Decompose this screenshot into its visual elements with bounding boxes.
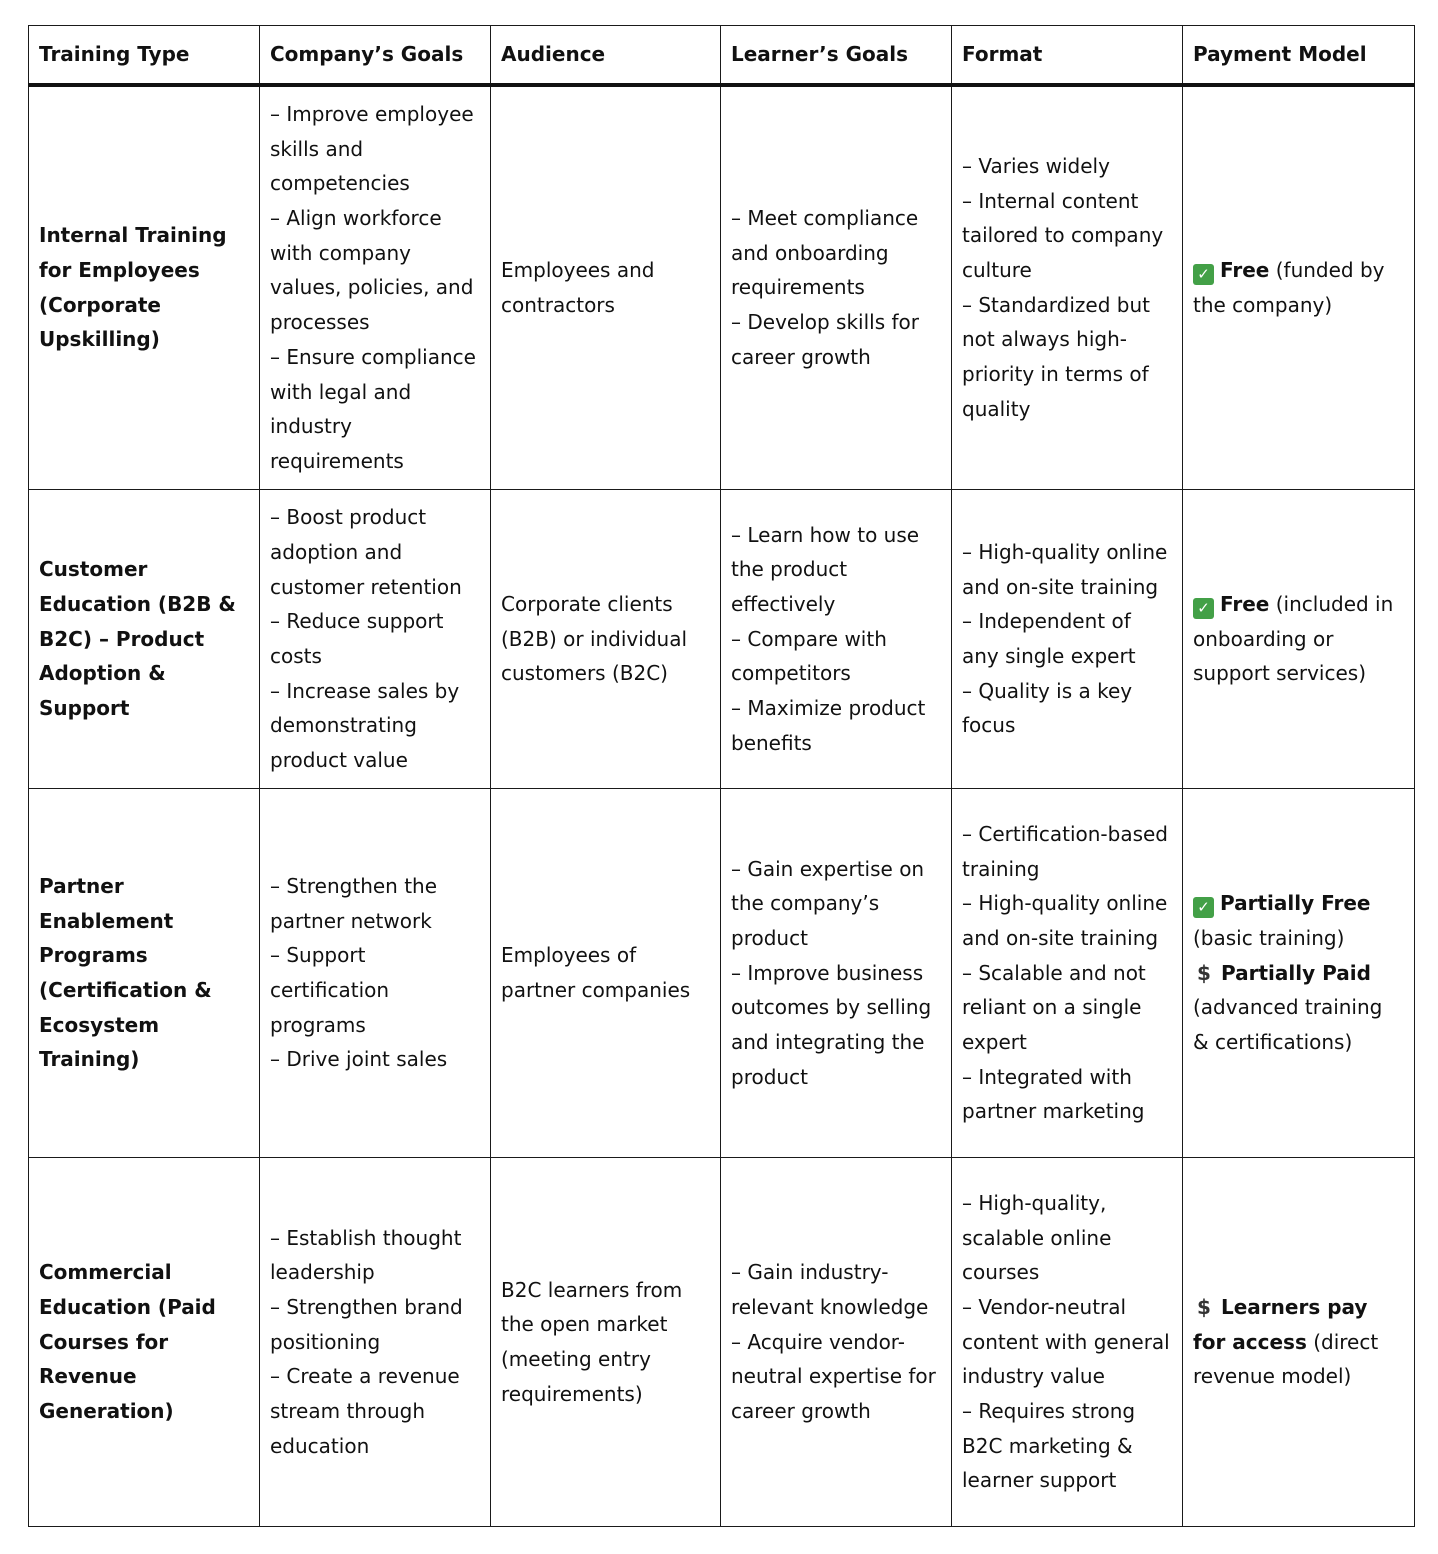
payment-label: Partially Paid bbox=[1221, 960, 1371, 985]
payment-model-cell bbox=[1183, 85, 1415, 490]
company-goals-cell bbox=[260, 789, 491, 1158]
list-item: – Gain expertise on the company’s product bbox=[731, 856, 925, 950]
payment-entry bbox=[1193, 1290, 1404, 1394]
list-item: – Integrated with partner marketing bbox=[962, 1064, 1145, 1124]
learner-goals-cell bbox=[721, 789, 952, 1158]
training-type-cell: Customer Education (B2B & B2C) – Product Adoption & Support bbox=[29, 490, 260, 789]
header-row bbox=[29, 26, 1415, 85]
list-item: – Create a revenue stream through education bbox=[270, 1364, 460, 1458]
payment-note: (funded by the company) bbox=[1193, 258, 1385, 317]
list-item: – Compare with competitors bbox=[731, 626, 887, 686]
payment-entry bbox=[1193, 886, 1404, 955]
list-item: – Ensure compliance with legal and industry requirements bbox=[270, 344, 476, 473]
payment-label: Partially Free bbox=[1220, 891, 1371, 916]
list-item: – Varies widely bbox=[962, 153, 1110, 178]
payment-note: (basic training) bbox=[1193, 925, 1345, 950]
audience-cell: Employees and contractors bbox=[491, 85, 721, 490]
list-item: – Gain industry-relevant knowledge bbox=[731, 1260, 929, 1319]
payment-entry bbox=[1193, 253, 1404, 322]
table-row bbox=[29, 789, 1415, 1158]
list-item: – Align workforce with company values, policies, and processes bbox=[270, 205, 474, 335]
training-types-table bbox=[28, 25, 1415, 1527]
dollar-icon: $ bbox=[1197, 1294, 1211, 1319]
list-item: – Strengthen the partner network bbox=[270, 873, 438, 933]
payment-model-cell bbox=[1183, 1158, 1415, 1527]
format-cell bbox=[952, 789, 1183, 1158]
company-goals-cell bbox=[260, 490, 491, 789]
payment-note: (advanced training & certifications) bbox=[1193, 995, 1383, 1055]
learner-goals-cell bbox=[721, 85, 952, 490]
payment-note: (included in onboarding or support services) bbox=[1193, 591, 1394, 686]
payment-label: Free bbox=[1220, 258, 1270, 283]
table-row bbox=[29, 490, 1415, 789]
list-item: – Strengthen brand positioning bbox=[270, 1294, 463, 1354]
dollar-icon: $ bbox=[1197, 960, 1211, 985]
table-container bbox=[28, 25, 1414, 1527]
check-icon: ✓ bbox=[1193, 897, 1214, 918]
audience-cell: B2C learners from the open market (meeting entry requirements) bbox=[491, 1158, 721, 1527]
learner-goals-cell bbox=[721, 490, 952, 789]
list-item: – Increase sales by demonstrating product value bbox=[270, 678, 460, 773]
list-item: – Learn how to use the product effectively bbox=[731, 522, 920, 616]
payment-model-cell bbox=[1183, 789, 1415, 1158]
check-icon: ✓ bbox=[1193, 598, 1214, 619]
list-item: – Scalable and not reliant on a single expert bbox=[962, 960, 1146, 1055]
audience-cell: Corporate clients (B2B) or individual customers (B2C) bbox=[491, 490, 721, 789]
list-item: – Meet compliance and onboarding requirements bbox=[731, 205, 919, 300]
header-training-type: Training Type bbox=[29, 26, 260, 85]
payment-label: Learners pay for access bbox=[1193, 1294, 1368, 1354]
list-item: – Independent of any single expert bbox=[962, 609, 1136, 668]
list-item: – High-quality online and on-site training bbox=[962, 539, 1168, 599]
training-type-cell: Commercial Education (Paid Courses for Revenue Generation) bbox=[29, 1158, 260, 1527]
audience-cell: Employees of partner companies bbox=[491, 789, 721, 1158]
header-format: Format bbox=[952, 26, 1183, 85]
list-item: – Acquire vendor-neutral expertise for career growth bbox=[731, 1329, 936, 1424]
payment-model-cell bbox=[1183, 490, 1415, 789]
table-row bbox=[29, 1158, 1415, 1527]
list-item: – High-quality, scalable online courses bbox=[962, 1190, 1112, 1285]
list-item: – Develop skills for career growth bbox=[731, 310, 919, 369]
header-payment-model: Payment Model bbox=[1183, 26, 1415, 85]
list-item: – Support certification programs bbox=[270, 943, 390, 1037]
list-item: – Requires strong B2C marketing & learner support bbox=[962, 1399, 1136, 1493]
payment-entry bbox=[1193, 587, 1404, 691]
list-item: – Quality is a key focus bbox=[962, 678, 1133, 738]
list-item: – Certification-based training bbox=[962, 821, 1168, 881]
company-goals-cell bbox=[260, 85, 491, 490]
list-item: – Standardized but not always high-priority in terms of quality bbox=[962, 292, 1150, 421]
list-item: – Boost product adoption and customer retention bbox=[270, 505, 462, 599]
payment-entry bbox=[1193, 956, 1404, 1060]
list-item: – Maximize product benefits bbox=[731, 696, 926, 755]
company-goals-cell bbox=[260, 1158, 491, 1527]
format-cell bbox=[952, 490, 1183, 789]
header-audience: Audience bbox=[491, 26, 721, 85]
list-item: – Vendor-neutral content with general industry value bbox=[962, 1294, 1170, 1389]
list-item: – Internal content tailored to company culture bbox=[962, 188, 1164, 283]
format-cell bbox=[952, 1158, 1183, 1527]
payment-label: Free bbox=[1220, 591, 1270, 616]
check-icon: ✓ bbox=[1193, 264, 1214, 285]
list-item: – Establish thought leadership bbox=[270, 1225, 462, 1285]
training-type-cell: Internal Training for Employees (Corporate Upskilling) bbox=[29, 85, 260, 490]
format-cell bbox=[952, 85, 1183, 490]
list-item: – Improve employee skills and competencies bbox=[270, 101, 474, 196]
list-item: – Improve business outcomes by selling and integrating the product bbox=[731, 960, 932, 1089]
training-type-cell: Partner Enablement Programs (Certification & Ecosystem Training) bbox=[29, 789, 260, 1158]
table-row bbox=[29, 85, 1415, 490]
list-item: – High-quality online and on-site training bbox=[962, 891, 1168, 950]
payment-note: (direct revenue model) bbox=[1193, 1329, 1379, 1389]
learner-goals-cell bbox=[721, 1158, 952, 1527]
header-company-goals: Company’s Goals bbox=[260, 26, 491, 85]
list-item: – Drive joint sales bbox=[270, 1047, 448, 1072]
header-learner-goals: Learner’s Goals bbox=[721, 26, 952, 85]
list-item: – Reduce support costs bbox=[270, 609, 444, 668]
